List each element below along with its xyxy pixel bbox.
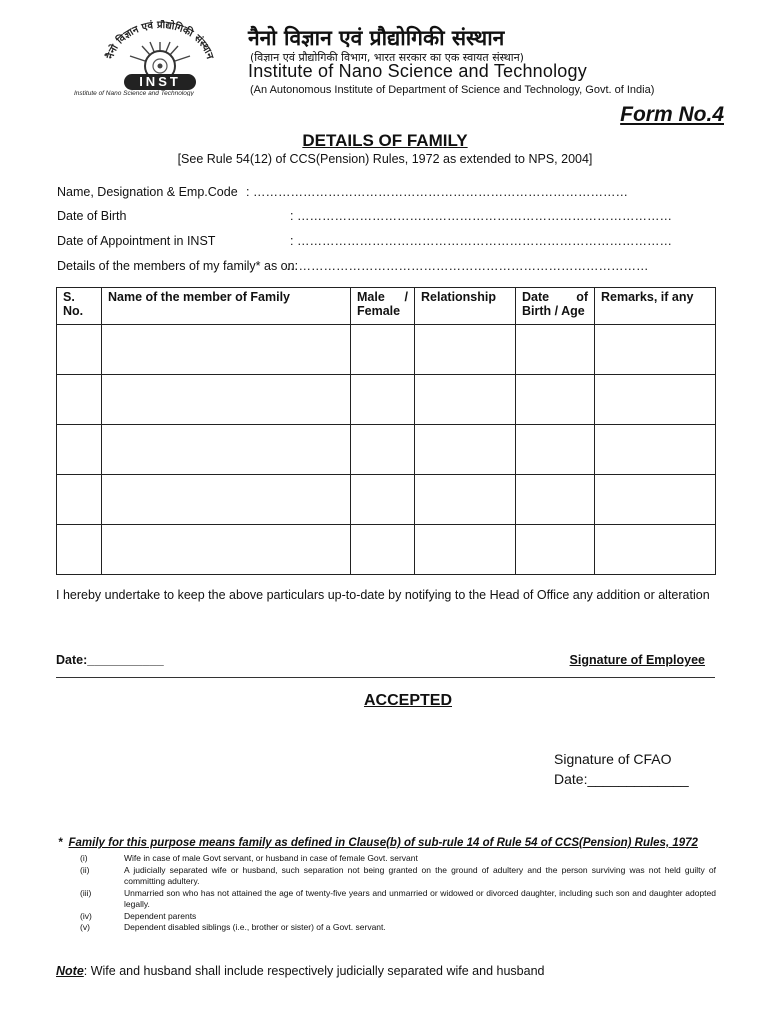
cell[interactable] [351,375,415,425]
list-item: (ii) A judicially separated wife or husband, such separation not being granted on the ground of adultery and the person surviving was not held guilty of committing adultery. [80,864,716,886]
cell[interactable] [351,325,415,375]
cell[interactable] [57,525,102,575]
cell[interactable] [516,475,595,525]
undertaking-statement: I hereby undertake to keep the above particulars up-to-date by notifying to the Head of Office any addition or alteration [56,588,710,602]
field-value-dob[interactable]: : ……………………………………………………………………………… [290,209,672,223]
cell[interactable] [102,525,351,575]
cell[interactable] [595,475,716,525]
cell[interactable] [351,525,415,575]
cell[interactable] [516,325,595,375]
english-title: Institute of Nano Science and Technology [248,61,587,81]
cfao-signature: Signature of CFAO [554,751,672,767]
footnote-heading-text: Family for this purpose means family as defined in Clause(b) of sub-rule 14 of Rule 54 of CCS(Pension) Rules, 1972 [68,837,698,849]
cell[interactable] [57,325,102,375]
cell[interactable] [595,525,716,575]
cell[interactable] [595,425,716,475]
institute-logo [72,20,247,96]
cell[interactable] [102,425,351,475]
field-value-name[interactable]: : ……………………………………………………………………………… [246,185,628,199]
header-sno: S. No. [57,288,102,325]
employee-date[interactable]: Date:___________ [56,653,164,667]
cell[interactable] [516,425,595,475]
cell[interactable] [415,475,516,525]
cell[interactable] [351,425,415,475]
cell[interactable] [57,425,102,475]
footnote-heading [58,837,698,849]
cell[interactable] [102,325,351,375]
field-label-family-members: Details of the members of my family* as on: [57,259,299,273]
header-relationship: Relationship [415,288,516,325]
header-gender: Male / Female [351,288,415,325]
form-number: Form No.4 [620,103,724,126]
cfao-block [554,749,689,789]
table-row [57,525,716,575]
cell[interactable] [57,375,102,425]
logo-hindi-arc: नैनो विज्ञान एवं प्रौद्योगिकी संस्थान [104,20,216,61]
cell[interactable] [415,525,516,575]
cell[interactable] [516,525,595,575]
list-item: (iv) Dependent parents [80,910,197,921]
cell[interactable] [516,375,595,425]
cfao-date[interactable]: Date:_____________ [554,771,689,787]
divider [56,677,715,678]
cell[interactable] [415,325,516,375]
document-title: DETAILS OF FAMILY [302,131,468,150]
table-row [57,425,716,475]
table-row [57,375,716,425]
table-header-row [57,288,716,325]
field-label-name: Name, Designation & Emp.Code [57,185,238,199]
note-label: Note [56,964,84,978]
logo-text: INST [139,74,181,89]
hindi-subtitle: (विज्ञान एवं प्रौद्योगिकी विभाग, भारत सरकार का एक स्वायत संस्थान) [250,51,524,64]
footnote-star: * [58,837,63,849]
header-member-name: Name of the member of Family [102,288,351,325]
table-row [57,325,716,375]
cell[interactable] [102,475,351,525]
cell[interactable] [415,425,516,475]
header-remarks: Remarks, if any [595,288,716,325]
cell[interactable] [351,475,415,525]
note [56,964,544,978]
cell[interactable] [595,375,716,425]
note-text: : Wife and husband shall include respectively judicially separated wife and husband [83,964,545,978]
english-subtitle: (An Autonomous Institute of Department of Science and Technology, Govt. of India) [250,84,655,96]
cell[interactable] [595,325,716,375]
cell[interactable] [102,375,351,425]
list-item: (iii) Unmarried son who has not attained the age of twenty-five years and unmarried or widowed or divorced daughter, including such son and daughter adopted legally. [80,887,716,909]
hindi-title: नैनो विज्ञान एवं प्रौद्योगिकी संस्थान [248,26,505,50]
list-item: (v) Dependent disabled siblings (i.e., brother or sister) of a Govt. servant. [80,922,386,932]
field-value-family-members[interactable]: …………………………………………………………………………… [286,259,649,273]
field-label-appointment: Date of Appointment in INST [57,234,216,248]
cell[interactable] [415,375,516,425]
header-dob: Date of Birth / Age [516,288,595,325]
logo-caption: Institute of Nano Science and Technology [74,90,194,96]
employee-signature: Signature of Employee [569,653,705,667]
footnote-list [80,853,716,934]
cell[interactable] [57,475,102,525]
rule-reference: [See Rule 54(12) of CCS(Pension) Rules, 1972 as extended to NPS, 2004] [177,152,593,166]
list-item: (i) Wife in case of male Govt servant, or husband in case of female Govt. servant [80,853,418,863]
field-label-dob: Date of Birth [57,209,127,223]
family-table [56,287,716,575]
field-value-appointment[interactable]: : ……………………………………………………………………………… [290,234,672,248]
table-row [57,475,716,525]
accepted-heading: ACCEPTED [363,692,452,709]
